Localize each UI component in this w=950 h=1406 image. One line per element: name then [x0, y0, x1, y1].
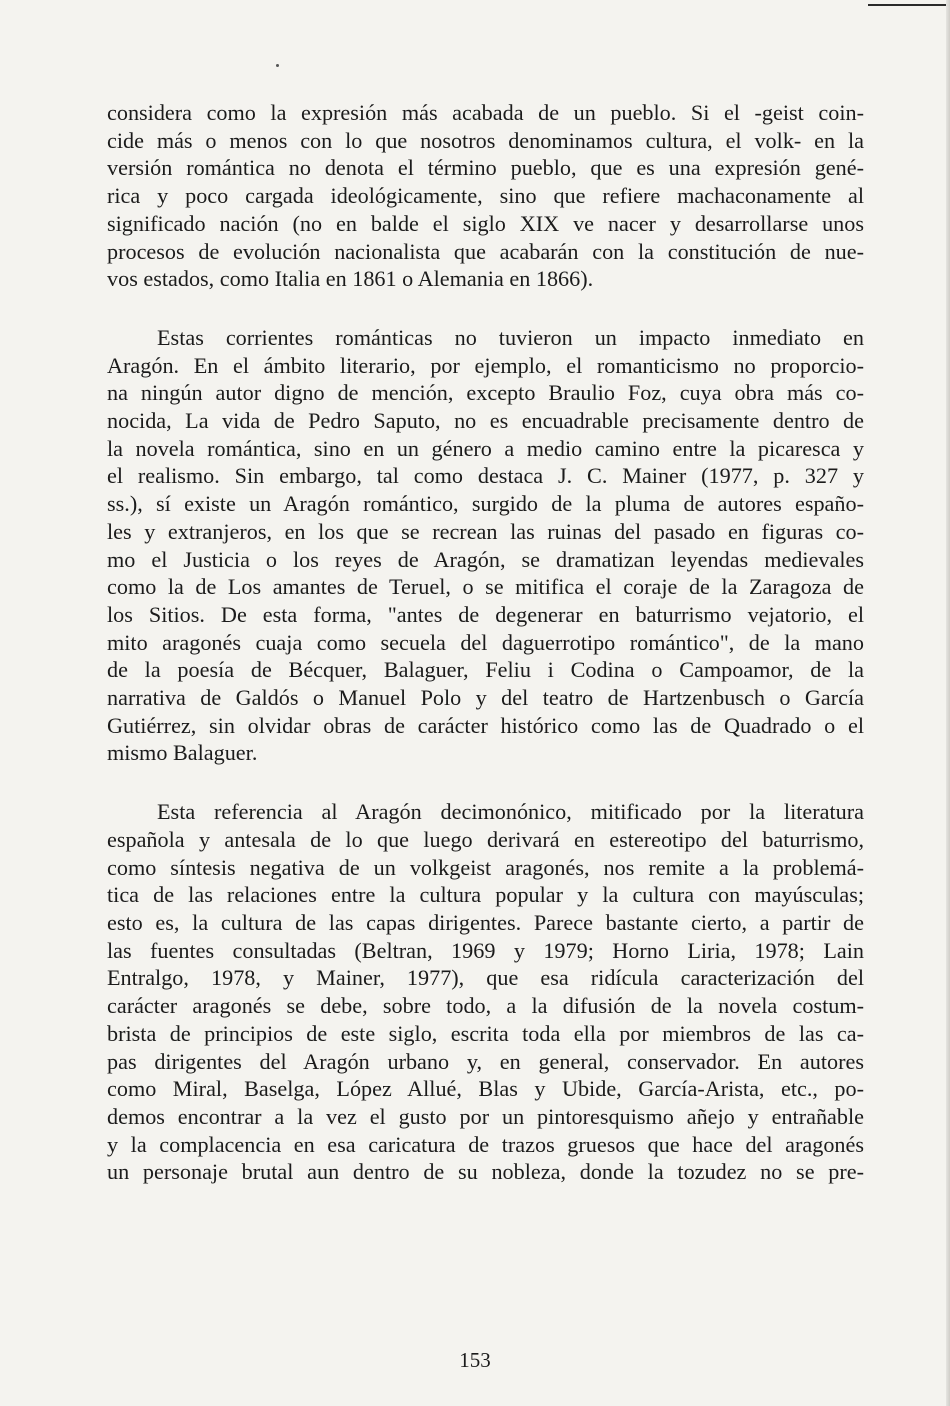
text-line: Esta referencia al Aragón decimonónico, mitificado por la literatura [157, 799, 864, 825]
text-line: significado nación (no en balde el siglo XIX ve nacer y desarrollarse unos [107, 210, 864, 236]
text-line: de la poesía de Bécquer, Balaguer, Feliu i Codina o Campoamor, de la [107, 657, 864, 683]
text-line: carácter aragonés se debe, sobre todo, a la difusión de la novela costum- [107, 993, 864, 1019]
text-line: versión romántica no denota el término pueblo, que es una expresión gené- [107, 155, 864, 181]
text-line: demos encontrar a la vez el gusto por un pintoresquismo añejo y entrañable [107, 1103, 864, 1129]
page-number: 153 [459, 1348, 491, 1372]
text-line: el realismo. Sin embargo, tal como destaca J. C. Mainer (1977, p. 327 y [107, 463, 864, 489]
text-line: rica y poco cargada ideológicamente, sino que refiere machaconamente al [107, 183, 864, 209]
text-line: y la complacencia en esa caricatura de trazos gruesos que hace del aragonés [107, 1131, 864, 1157]
text-line: vos estados, como Italia en 1861 o Alemania en 1866). [107, 266, 594, 292]
paragraph-2 [107, 324, 864, 767]
text-line: como Miral, Baselga, López Allué, Blas y Ubide, García-Arista, etc., po- [107, 1076, 864, 1102]
text-line: como síntesis negativa de un volkgeist aragonés, nos remite a la problemá- [107, 854, 864, 880]
body-text [107, 99, 864, 1186]
text-line: española y antesala de lo que luego derivará en estereotipo del baturrismo, [107, 826, 864, 852]
text-line: como la de Los amantes de Teruel, o se mitifica el coraje de la Zaragoza de [107, 574, 864, 600]
text-line: nocida, La vida de Pedro Saputo, no es encuadrable precisamente dentro de [107, 408, 864, 434]
text-line: pas dirigentes del Aragón urbano y, en general, conservador. En autores [107, 1048, 864, 1074]
text-line: brista de principios de este siglo, escrita toda ella por miembros de las ca- [107, 1020, 864, 1046]
text-line: les y extranjeros, en los que se recrean las ruinas del pasado en figuras co- [107, 518, 864, 544]
top-edge-rule [868, 4, 950, 6]
text-line: la novela romántica, sino en un género a medio camino entre la picaresca y [107, 435, 864, 461]
text-line: ss.), sí existe un Aragón romántico, surgido de la pluma de autores españo- [107, 491, 864, 517]
paragraph-3 [107, 798, 864, 1186]
text-line: esto es, la cultura de las capas dirigentes. Parece bastante cierto, a partir de [107, 909, 864, 935]
text-line: mo el Justicia o los reyes de Aragón, se dramatizan leyendas medievales [107, 546, 864, 572]
scan-speck [276, 64, 279, 67]
text-line: Estas corrientes románticas no tuvieron un impacto inmediato en [157, 324, 864, 350]
page-edge-shadow [946, 0, 950, 1406]
text-line: un personaje brutal aun dentro de su nobleza, donde la tozudez no se pre- [107, 1159, 864, 1185]
text-line: cide más o menos con lo que nosotros denominamos cultura, el volk- en la [107, 127, 864, 153]
text-line: narrativa de Galdós o Manuel Polo y del teatro de Hartzenbusch o García [107, 685, 864, 711]
text-line: Gutiérrez, sin olvidar obras de carácter histórico como las de Quadrado o el [107, 712, 864, 738]
text-line: procesos de evolución nacionalista que acabarán con la constitución de nue- [107, 238, 864, 264]
text-line: los Sitios. De esta forma, "antes de degenerar en baturrismo vejatorio, el [107, 601, 864, 627]
text-line: tica de las relaciones entre la cultura popular y la cultura con mayúsculas; [107, 882, 864, 908]
text-line: las fuentes consultadas (Beltran, 1969 y 1979; Horno Liria, 1978; Lain [107, 937, 864, 963]
text-line: mito aragonés cuaja como secuela del daguerrotipo romántico", de la mano [107, 629, 864, 655]
text-line: mismo Balaguer. [107, 740, 258, 766]
paragraph-1 [107, 99, 864, 293]
text-line: Entralgo, 1978, y Mainer, 1977), que esa ridícula caracterización del [107, 965, 864, 991]
text-line: na ningún autor digno de mención, excepto Braulio Foz, cuya obra más co- [107, 380, 864, 406]
text-line: considera como la expresión más acabada de un pueblo. Si el -geist coin- [107, 100, 864, 125]
text-line: Aragón. En el ámbito literario, por ejemplo, el romanticismo no proporcio- [107, 352, 864, 378]
